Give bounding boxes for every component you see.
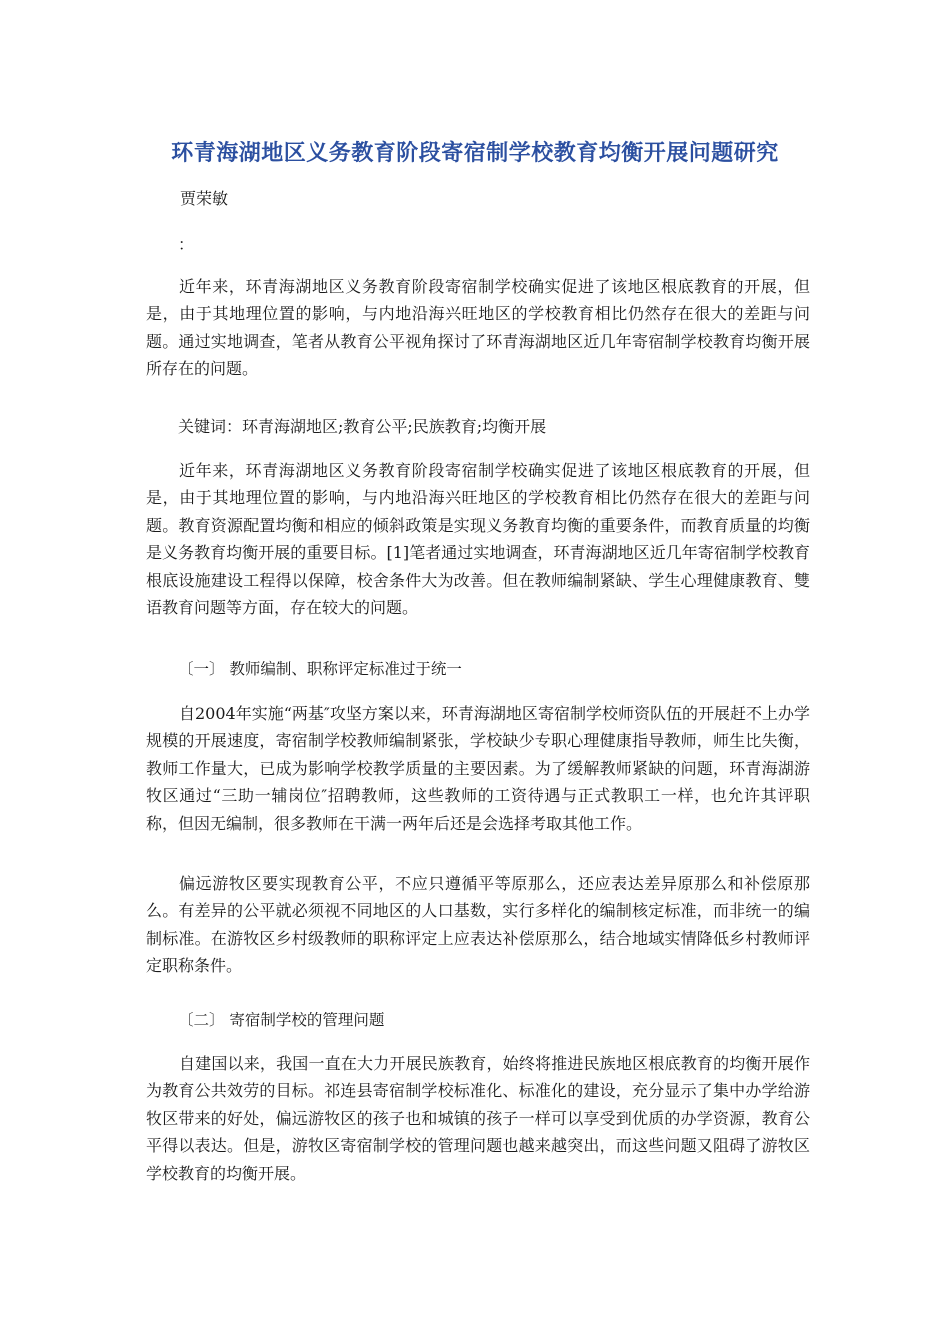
keywords-line: 关键词：环青海湖地区;教育公平;民族教育;均衡开展: [178, 417, 547, 436]
section-heading-1: 〔一〕 教师编制、职称评定标准过于统一: [178, 660, 462, 678]
intro-paragraph: 近年来，环青海湖地区义务教育阶段寄宿制学校确实促进了该地区根底教育的开展，但是，由于其地理位置的影响，与内地沿海兴旺地区的学校教育相比仍然存在很大的差距与问题。教育资源配置均衡和相应的倾斜政策是实现义务教育均衡的重要条件，而教育质量的均衡是义务教育均衡开展的重要目标。[1]笔者通过实地调查，环青海湖地区近几年寄宿制学校教育根底设施建设工程得以保障，校舍条件大为改善。但在教师编制紧缺、学生心理健康教育、雙语教育问题等方面，存在较大的问题。: [146, 461, 810, 618]
section1-paragraph-2: 偏远游牧区要实现教育公平，不应只遵循平等原那么，还应表达差异原那么和补偿原那么。有差异的公平就必须视不同地区的人口基数，实行多样化的编制核定标准，而非统一的编制标准。在游牧区乡村级教师的职称评定上应表达补偿原那么，结合地域实情降低乡村教师评定职称条件。: [146, 874, 810, 976]
abstract-paragraph: 近年来，环青海湖地区义务教育阶段寄宿制学校确实促进了该地区根底教育的开展，但是，由于其地理位置的影响，与内地沿海兴旺地区的学校教育相比仍然存在很大的差距与问题。通过实地调查，笔者从教育公平视角探讨了环青海湖地区近几年寄宿制学校教育均衡开展所存在的问题。: [146, 277, 810, 379]
section-heading-2: 〔二〕 寄宿制学校的管理问题: [178, 1011, 385, 1029]
section2-paragraph-1: 自建国以来，我国一直在大力开展民族教育，始终将推进民族地区根底教育的均衡开展作为教育公共效劳的目标。祁连县寄宿制学校标准化、标准化的建设，充分显示了集中办学给游牧区带来的好处，偏远游牧区的孩子也和城镇的孩子一样可以享受到优质的办学资源，教育公平得以表达。但是，游牧区寄宿制学校的管理问题也越来越突出，而这些问题又阻碍了游牧区学校教育的均衡开展。: [146, 1054, 810, 1183]
author-affiliation-separator: ：: [178, 235, 195, 254]
page-title: 环青海湖地区义务教育阶段寄宿制学校教育均衡开展问题研究: [171, 141, 779, 166]
section1-paragraph-1: 自2004年实施“两基″攻坚方案以来，环青海湖地区寄宿制学校师资队伍的开展赶不上办学规模的开展速度，寄宿制学校教师编制紧张，学校缺少专职心理健康指导教师，师生比失衡，教师工作量大，已成为影响学校教学质量的主要因素。为了缓解教师紧缺的问题，环青海湖游牧区通过“三助一辅岗位″招聘教师，这些教师的工资待遇与正式教职工一样，也允许其评职称，但因无编制，很多教师在干满一两年后还是会选择考取其他工作。: [146, 704, 810, 833]
author-name: 贾荣敏: [180, 189, 229, 208]
